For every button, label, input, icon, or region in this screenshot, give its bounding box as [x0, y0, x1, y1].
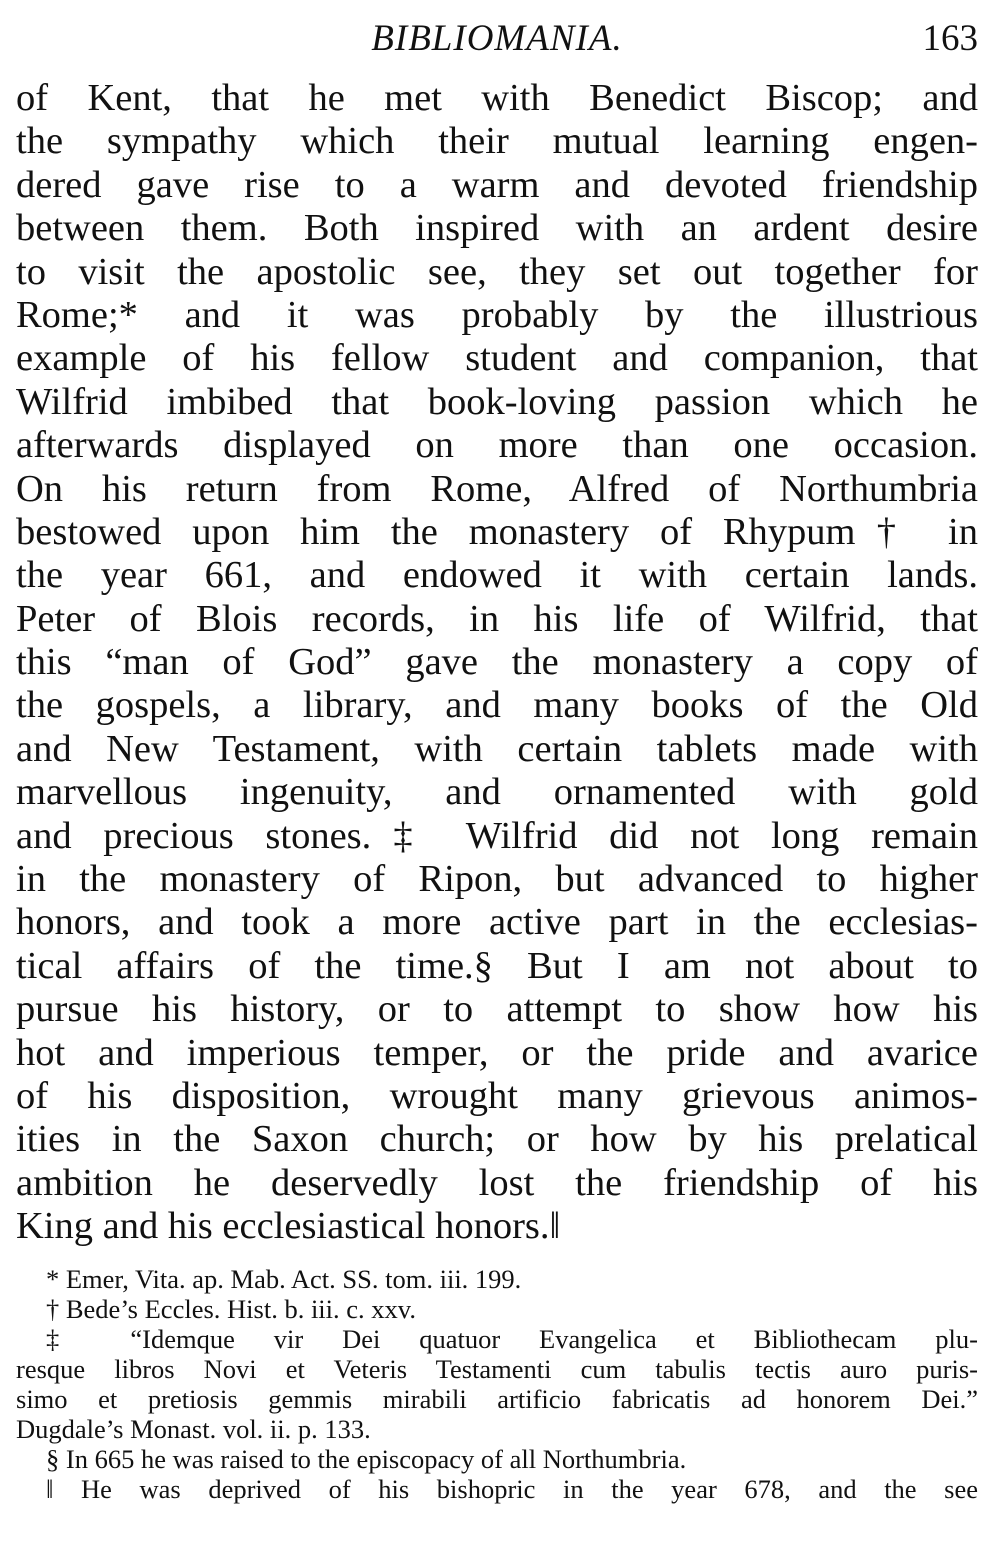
text-line: King and his ecclesiastical honors.‖ — [16, 1205, 561, 1248]
text-line: dered gave rise to a warm and devoted friendship — [16, 163, 978, 206]
book-page — [16, 0, 978, 1543]
text-line: of his disposition, wrought many grievous animos- — [16, 1074, 978, 1117]
footnote-3-cont: simo et pretiosis gemmis mirabili artificio fabricatis ad honorem Dei.” — [16, 1384, 978, 1414]
footnote-4: § In 665 he was raised to the episcopacy of all Northumbria. — [46, 1444, 687, 1474]
text-line: honors, and took a more active part in the ecclesias- — [16, 901, 978, 944]
text-line: example of his fellow student and companion, that — [16, 337, 978, 380]
text-line: to visit the apostolic see, they set out together for — [16, 250, 978, 293]
text-line: the gospels, a library, and many books of the Old — [16, 684, 978, 727]
text-line: of Kent, that he met with Benedict Biscop; and — [16, 77, 978, 119]
text-line: Peter of Blois records, in his life of Wilfrid, that — [16, 597, 978, 640]
text-line: in the monastery of Ripon, but advanced to higher — [16, 858, 978, 901]
text-line: and precious stones.‡ Wilfrid did not long remain — [16, 814, 978, 857]
text-line: ambition he deservedly lost the friendship of his — [16, 1161, 978, 1204]
text-line: and New Testament, with certain tablets made with — [16, 727, 978, 770]
running-title: BIBLIOMANIA. — [371, 18, 623, 59]
text-line: tical affairs of the time.§ But I am not about to — [16, 944, 978, 987]
text-line: pursue his history, or to attempt to show how his — [16, 988, 978, 1031]
text-line: Wilfrid imbibed that book-loving passion which he — [16, 380, 978, 423]
text-line: between them. Both inspired with an ardent desire — [16, 207, 978, 250]
text-line: the year 661, and endowed it with certain lands. — [16, 554, 978, 597]
footnote-2: † Bede’s Eccles. Hist. b. iii. c. xxv. — [46, 1294, 416, 1324]
text-line: hot and imperious temper, or the pride and avarice — [16, 1031, 978, 1074]
page-number: 163 — [922, 18, 978, 59]
text-line: ities in the Saxon church; or how by his prelatical — [16, 1118, 978, 1161]
footnote-3-cont: Dugdale’s Monast. vol. ii. p. 133. — [16, 1414, 371, 1444]
text-line: the sympathy which their mutual learning engen- — [16, 120, 978, 163]
page-header — [16, 14, 978, 64]
footnote-3: ‡ “Idemque vir Dei quatuor Evangelica et Bibliothecam plu- — [46, 1324, 978, 1354]
footnote-3-cont: resque libros Novi et Veteris Testamenti cum tabulis tectis auro puris- — [16, 1354, 978, 1384]
footnotes — [16, 1264, 978, 1504]
main-text — [16, 77, 978, 1249]
footnote-5: ‖ He was deprived of his bishopric in the year 678, and the see — [46, 1474, 978, 1504]
text-line: marvellous ingenuity, and ornamented with gold — [16, 771, 978, 814]
text-line: On his return from Rome, Alfred of Northumbria — [16, 467, 978, 510]
text-line: afterwards displayed on more than one occasion. — [16, 424, 978, 467]
text-line: bestowed upon him the monastery of Rhypum† in — [16, 510, 978, 553]
text-line: this “man of God” gave the monastery a copy of — [16, 641, 978, 684]
text-line: Rome;* and it was probably by the illustrious — [16, 293, 978, 336]
footnote-1: * Emer, Vita. ap. Mab. Act. SS. tom. iii. 199. — [46, 1264, 522, 1294]
